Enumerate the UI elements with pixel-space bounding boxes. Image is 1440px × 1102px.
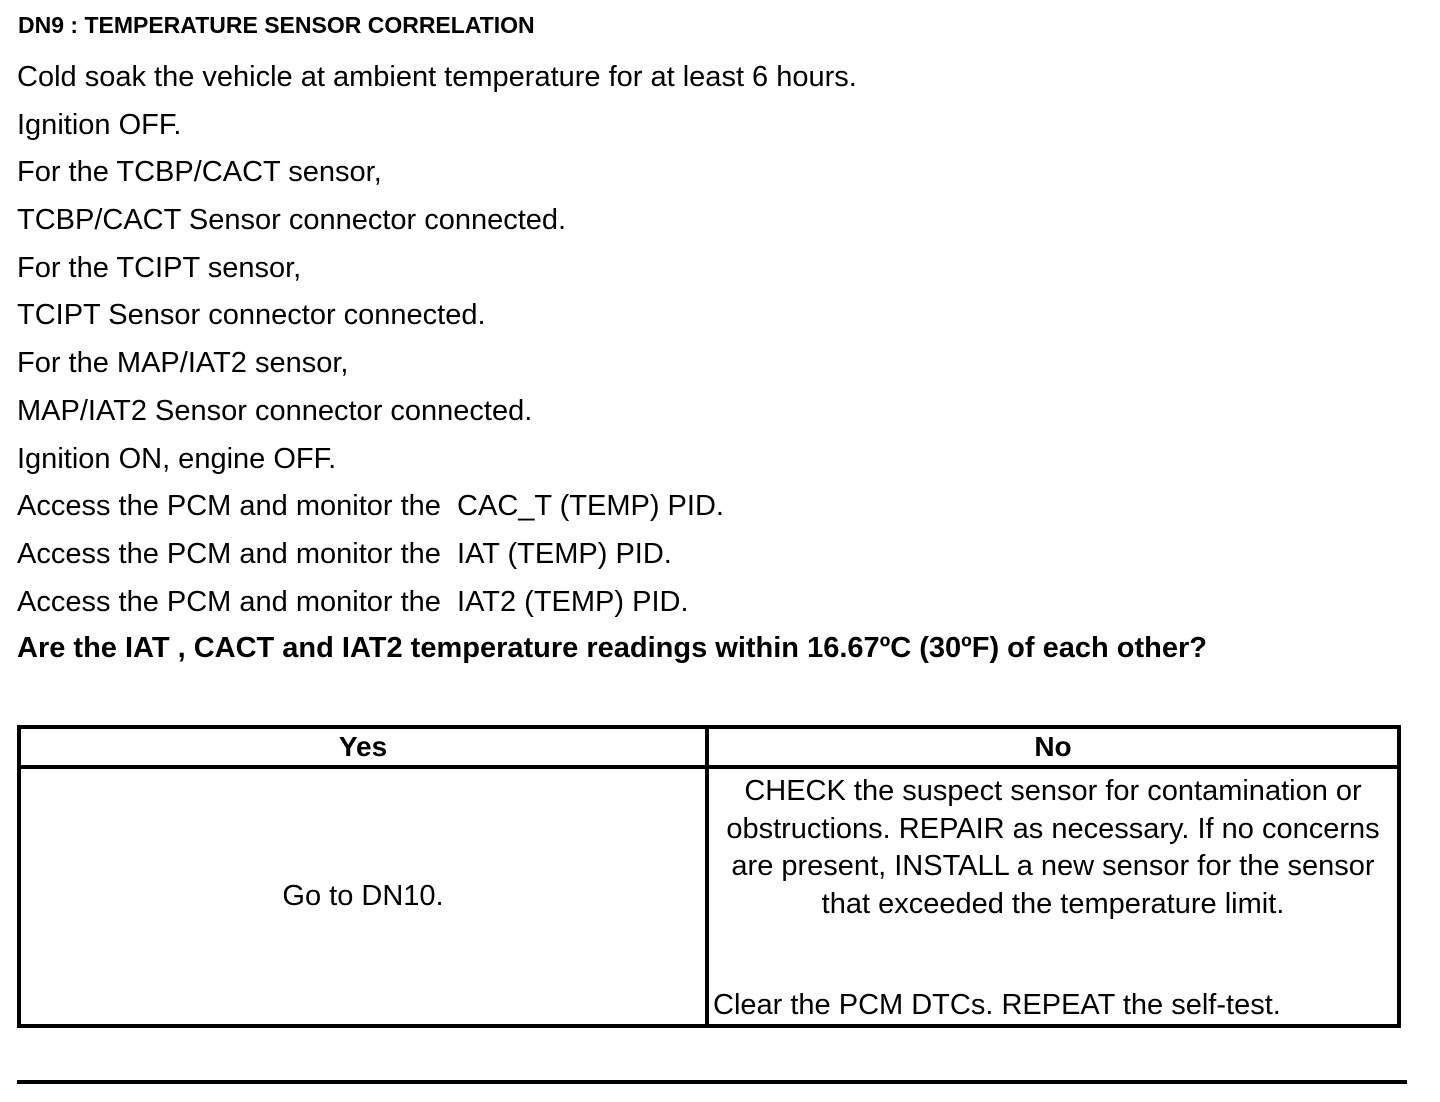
step-tcbp-cact-connector: TCBP/CACT Sensor connector connected. bbox=[17, 204, 567, 237]
yes-action-cell bbox=[19, 767, 707, 1026]
test-question: Are the IAT , CACT and IAT2 temperature readings within 16.67ºC (30ºF) of each other? bbox=[17, 632, 1207, 664]
step-map-iat2-intro: For the MAP/IAT2 sensor, bbox=[17, 347, 349, 380]
bottom-divider bbox=[17, 1080, 1407, 1084]
step-tcipt-connector: TCIPT Sensor connector connected. bbox=[17, 299, 486, 332]
step-ignition-on: Ignition ON, engine OFF. bbox=[17, 442, 337, 475]
step-monitor-iat: Access the PCM and monitor the IAT (TEMP) PID. bbox=[17, 537, 672, 570]
yes-column-header: Yes bbox=[19, 727, 707, 767]
no-followup-text: Clear the PCM DTCs. REPEAT the self-test. bbox=[713, 988, 1281, 1021]
step-map-iat2-connector: MAP/IAT2 Sensor connector connected. bbox=[17, 394, 533, 427]
step-monitor-cac-t: Access the PCM and monitor the CAC_T (TEMP) PID. bbox=[17, 490, 724, 523]
result-table bbox=[17, 725, 1401, 1028]
step-monitor-iat2: Access the PCM and monitor the IAT2 (TEMP) PID. bbox=[17, 585, 689, 618]
procedure-steps bbox=[17, 54, 857, 626]
step-tcipt-intro: For the TCIPT sensor, bbox=[17, 251, 302, 284]
step-tcbp-cact-intro: For the TCBP/CACT sensor, bbox=[17, 156, 382, 189]
result-table-header-row bbox=[19, 727, 1399, 767]
step-ignition-off: Ignition OFF. bbox=[17, 108, 182, 141]
page-title: DN9 : TEMPERATURE SENSOR CORRELATION bbox=[18, 12, 535, 38]
yes-action-text: Go to DN10. bbox=[282, 879, 444, 912]
no-column-header: No bbox=[707, 727, 1399, 767]
step-cold-soak: Cold soak the vehicle at ambient temperature for at least 6 hours. bbox=[17, 61, 857, 93]
result-table-row bbox=[19, 767, 1399, 1026]
no-action-text: CHECK the suspect sensor for contamination or obstructions. REPAIR as necessary. If no concerns are present, INSTALL a new sensor for the sensor that exceeded the temperature limit. bbox=[726, 775, 1380, 920]
no-action-cell bbox=[707, 767, 1399, 1026]
